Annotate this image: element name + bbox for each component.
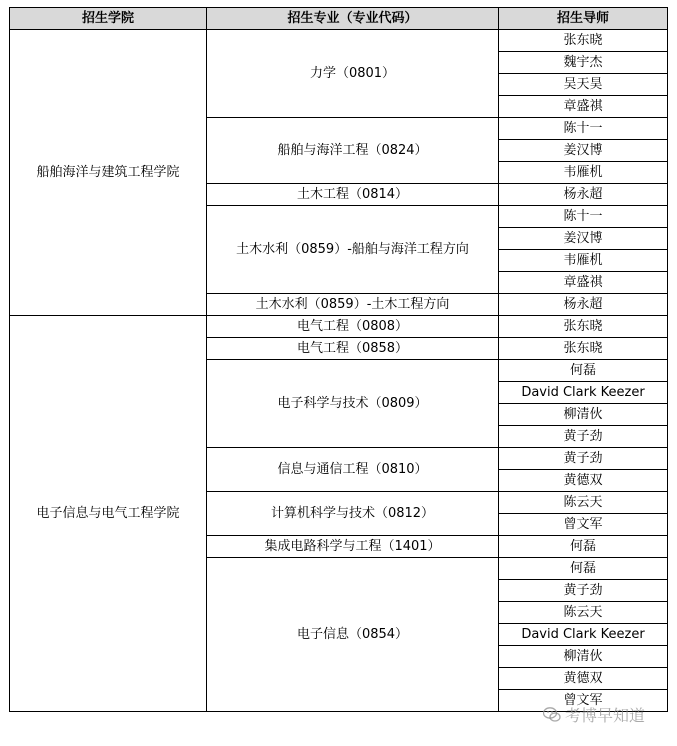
watermark-text: 考博早知道: [565, 706, 646, 725]
advisor-cell: 陈十一: [499, 206, 668, 228]
advisor-cell: 姜汉博: [499, 228, 668, 250]
advisor-cell: 黄德双: [499, 668, 668, 690]
major-cell: 电气工程（0858）: [207, 338, 499, 360]
advisor-cell: 张东晓: [499, 30, 668, 52]
major-cell: 土木工程（0814）: [207, 184, 499, 206]
table-row: [10, 30, 668, 52]
advisor-cell: David Clark Keezer: [499, 624, 668, 646]
table-body: [10, 30, 668, 712]
college-cell: 电子信息与电气工程学院: [10, 316, 207, 712]
header-major: 招生专业（专业代码）: [207, 8, 499, 30]
advisor-cell: 韦雁机: [499, 250, 668, 272]
advisor-cell: 韦雁机: [499, 162, 668, 184]
major-cell: 集成电路科学与工程（1401）: [207, 536, 499, 558]
advisor-cell: 吴天昊: [499, 74, 668, 96]
advisor-cell: 黄德双: [499, 470, 668, 492]
advisor-cell: 柳清伙: [499, 404, 668, 426]
advisor-cell: 张东晓: [499, 338, 668, 360]
major-cell: 电子科学与技术（0809）: [207, 360, 499, 448]
table-row: [10, 316, 668, 338]
advisor-cell: 章盛祺: [499, 96, 668, 118]
advisor-cell: 姜汉博: [499, 140, 668, 162]
advisor-cell: 陈云天: [499, 492, 668, 514]
major-cell: 土木水利（0859）-船舶与海洋工程方向: [207, 206, 499, 294]
advisor-cell: 章盛祺: [499, 272, 668, 294]
advisor-cell: 陈云天: [499, 602, 668, 624]
advisor-cell: 黄子劲: [499, 448, 668, 470]
advisor-cell: 魏宇杰: [499, 52, 668, 74]
major-cell: 电子信息（0854）: [207, 558, 499, 712]
advisor-cell: 黄子劲: [499, 580, 668, 602]
advisor-cell: 杨永超: [499, 294, 668, 316]
header-row: [10, 8, 668, 30]
advisor-cell: 杨永超: [499, 184, 668, 206]
advisor-cell: 陈十一: [499, 118, 668, 140]
advisor-cell: 曾文军: [499, 514, 668, 536]
admissions-table: [9, 7, 668, 712]
major-cell: 电气工程（0808）: [207, 316, 499, 338]
advisor-cell: David Clark Keezer: [499, 382, 668, 404]
header-advisor: 招生导师: [499, 8, 668, 30]
header-college: 招生学院: [10, 8, 207, 30]
major-cell: 力学（0801）: [207, 30, 499, 118]
college-cell: 船舶海洋与建筑工程学院: [10, 30, 207, 316]
advisor-cell: 何磊: [499, 536, 668, 558]
major-cell: 土木水利（0859）-土木工程方向: [207, 294, 499, 316]
advisor-cell: 黄子劲: [499, 426, 668, 448]
advisor-cell: 曾文军: [499, 690, 668, 712]
advisor-cell: 何磊: [499, 360, 668, 382]
advisor-cell: 张东晓: [499, 316, 668, 338]
advisor-cell: 柳清伙: [499, 646, 668, 668]
major-cell: 信息与通信工程（0810）: [207, 448, 499, 492]
major-cell: 计算机科学与技术（0812）: [207, 492, 499, 536]
advisor-cell: 何磊: [499, 558, 668, 580]
major-cell: 船舶与海洋工程（0824）: [207, 118, 499, 184]
